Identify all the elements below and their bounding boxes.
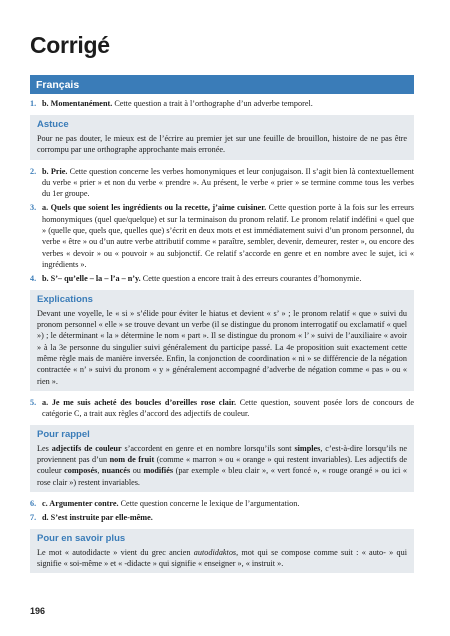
answer-item-5 (30, 397, 414, 420)
box-title: Explications (37, 293, 93, 305)
answer-label: c. Argumenter contre. (42, 498, 119, 508)
pour-rappel-box (30, 425, 414, 492)
answer-item-4 (30, 273, 414, 284)
box-title: Pour rappel (37, 428, 90, 440)
explications-box (30, 290, 414, 391)
box-text: Devant une voyelle, le « si » s’élide pour éviter le hiatus et devient « s’ » ; le pronom relatif « que » suivi du pronom personnel « elle » se trouve devant un verbe (il se distingue du pronom interrogatif ou exclamatif « quel ») ; le déterminant « la » détermine le nom « part ». Il se distingue du pronom « l’ » suivi de l’auxiliaire « avoir » à la 3e personne du singulier suivi généralement du participe passé. La 4e proposition suit exactement cette même règle mais de manière inversée. Enfin, la conjonction de coordination « ni » se différencie de la négation contractée « n’ » suivi du pronom « y » généralement accompagné d’adverbe de négation comme « pas » ou « rien ». (37, 308, 407, 386)
page-title: Corrigé (30, 32, 110, 58)
answer-label: a. Quels que soient les ingrédients ou la recette, j’aime cuisiner. (42, 203, 267, 213)
box-text: Pour ne pas douter, le mieux est de l’écrire au premier jet sur une feuille de brouillon, histoire de ne pas être corrompu par une orthographe approchante mais erronée. (37, 133, 407, 155)
answer-explanation: Cette question, souvent posée lors de concours de catégorie C, a trait aux règles d’accord des adjectifs de couleur. (42, 397, 414, 419)
answer-label: b. S’– qu’elle – la – l’a – n’y. (42, 274, 141, 284)
answer-item-3 (30, 202, 414, 270)
answer-explanation: Cette question a trait à l’orthographe d’un adverbe temporel. (112, 99, 313, 109)
answer-label: d. S’est instruite par elle-même. (42, 513, 153, 523)
answer-item-7 (30, 512, 414, 523)
answer-label: b. Momentanément. (42, 99, 113, 109)
savoir-plus-box (30, 529, 414, 574)
box-text: Le mot « autodidacte » vient du grec ancien autodidaktos, mot qui se compose comme suit : « auto- » qui signifie « soi-même » et « -didacte » qui signifie « enseigner », « instruit ». (37, 547, 407, 568)
answer-explanation: Cette question porte à la fois sur les erreurs homonymiques (quel que/quelque) et sur la terminaison du pronom relatif. Le pronom relatif indéfini « quel que » (quelle que, quels que, quelles que) s’écrit en deux mots et est immédiatement suivi d’un pronom personnel, du verbe « être » ou d’un autre verbe attributif comme « paraître, sembler, devenir, demeurer, rester », ou encore des verbes « devoir » ou « pouvoir » au subjonctif. Ce relatif s’accorde en genre et en nombre avec le sujet, ici « ingrédients ». (42, 203, 414, 270)
page-number: 196 (30, 606, 46, 616)
item-number: 4. (30, 274, 37, 284)
item-number: 1. (30, 99, 37, 109)
answer-item-6 (30, 498, 414, 509)
astuce-box (30, 115, 414, 160)
answer-item-2 (30, 166, 414, 200)
answer-explanation: Cette question concerne le lexique de l’argumentation. (118, 498, 300, 508)
answer-label: a. Je me suis acheté des boucles d’oreilles rose clair. (42, 397, 237, 407)
answer-page (30, 34, 414, 579)
item-number: 6. (30, 498, 37, 508)
box-title: Astuce (37, 118, 69, 130)
section-header-francais: Français (30, 75, 414, 94)
box-title: Pour en savoir plus (37, 532, 126, 544)
item-number: 5. (30, 397, 37, 407)
item-number: 7. (30, 513, 37, 523)
answer-label: b. Prie. (42, 166, 68, 176)
item-number: 3. (30, 203, 37, 213)
answer-item-1 (30, 98, 414, 109)
item-number: 2. (30, 166, 37, 176)
answer-explanation: Cette question a encore trait à des erreurs courantes d’homonymie. (140, 274, 362, 284)
box-text: Les adjectifs de couleur s’accordent en genre et en nombre lorsqu’ils sont simples, c’est-à-dire lorsqu’ils ne proviennent pas d’un nom de fruit (comme « marron » ou « orange » qui restent invariables). Les adjectifs de couleur composés, nuancés ou modifiés (par exemple « bleu clair », « vert foncé », « rouge orangé » ou ici « rose clair ») restent invariables. (37, 443, 408, 487)
answer-explanation: Cette question concerne les verbes homonymiques et leur conjugaison. Il s’agit bien là contextuellement du verbe « prier » et non du verbe « prendre ». Au présent, le verbe « prier » se termine comme tous les verbes du 1er groupe. (42, 166, 414, 199)
